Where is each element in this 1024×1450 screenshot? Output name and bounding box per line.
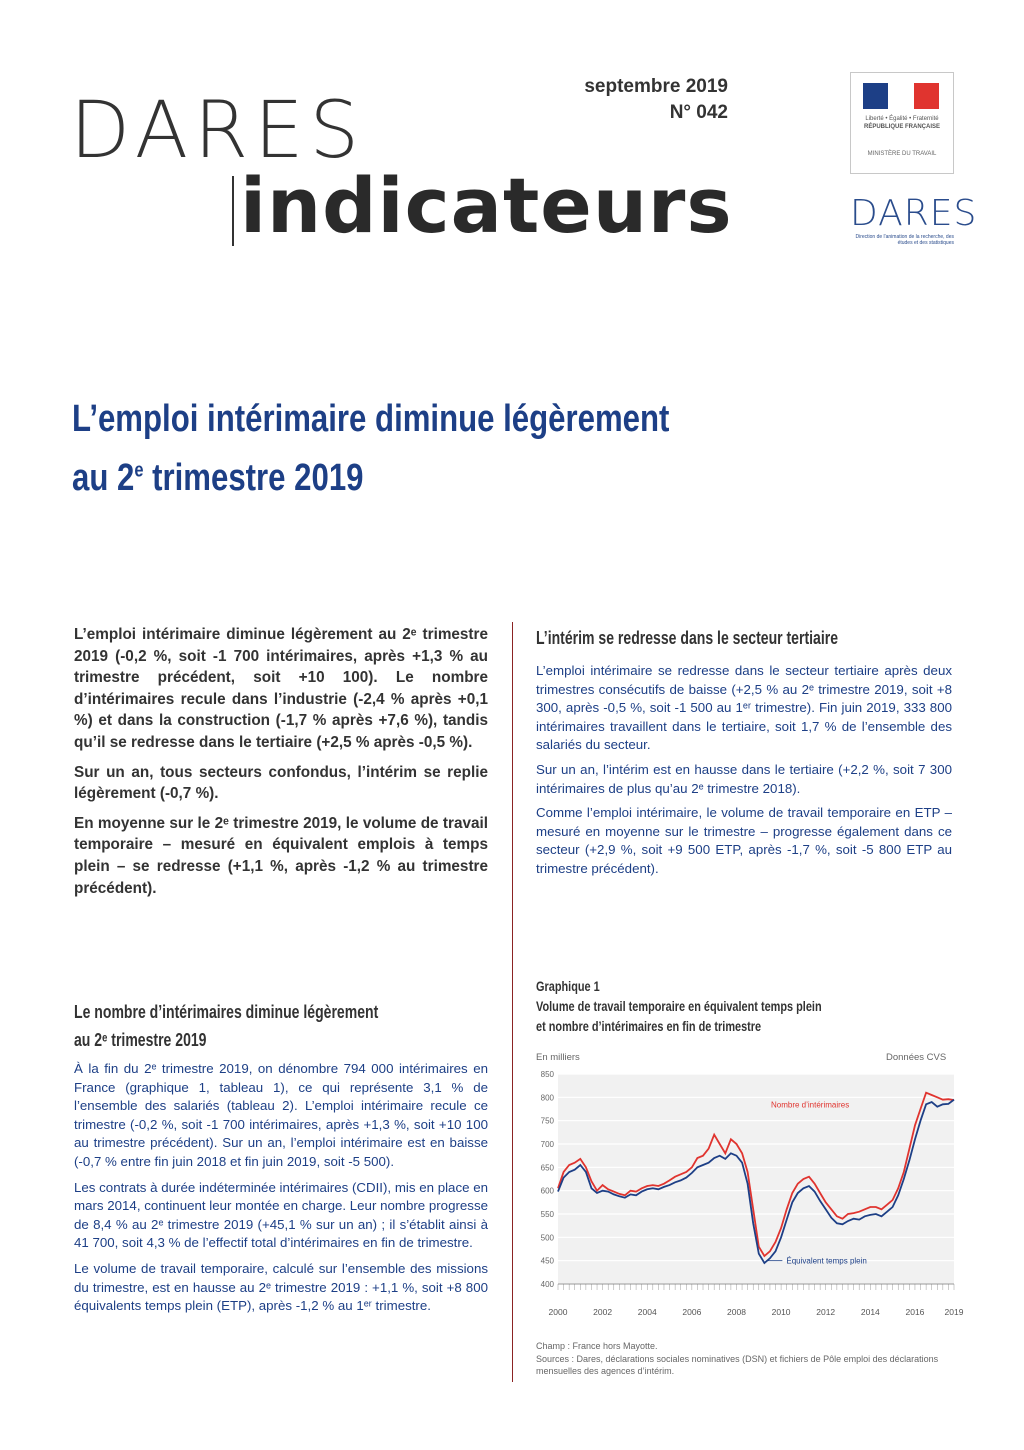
ministry-logo xyxy=(850,72,954,174)
y-tick-label: 750 xyxy=(540,1116,554,1126)
section-title-left: Le nombre d’intérimaires diminue légèrement au 2ᵉ trimestre 2019 xyxy=(74,1002,379,1050)
issue-info xyxy=(584,74,728,125)
issue-date: septembre 2019 xyxy=(584,76,728,97)
dares-wordmark: DARES xyxy=(70,86,366,176)
logo-motto: Liberté • Égalité • Fraternité RÉPUBLIQUE FRANÇAISE xyxy=(863,116,940,131)
y-tick-label: 400 xyxy=(540,1280,554,1289)
section-title-right: L’intérim se redresse dans le secteur tertiaire xyxy=(536,628,839,648)
chart-note: Données CVS xyxy=(886,1052,947,1063)
y-tick-label: 700 xyxy=(540,1140,554,1149)
page-title xyxy=(72,390,669,508)
x-tick-label: 2000 xyxy=(548,1307,568,1317)
title-line-2: au 2e trimestre 2019 xyxy=(72,456,364,499)
column-divider xyxy=(512,622,513,1382)
series-label-etp: Équivalent temps plein xyxy=(786,1256,867,1266)
title-line-1: L’emploi intérimaire diminue légèrement xyxy=(72,398,670,440)
french-flag-icon xyxy=(863,83,939,109)
body-paragraph: Comme l’emploi intérimaire, le volume de travail temporaire en ETP – mesuré en moyenne sur le trimestre – progresse également dans ce secteur (+2,9 %, soit +9 500 ETP, après -1,7 %, soit -5 800 ETP au trimestre précédent). xyxy=(536,805,952,876)
y-tick-label: 450 xyxy=(540,1256,554,1266)
y-tick-label: 650 xyxy=(540,1163,554,1173)
lead-paragraph: En moyenne sur le 2ᵉ trimestre 2019, le volume de travail temporaire – mesuré en équivalent emplois à temps plein – se redresse (+1,1 %, après -1,2 % au trimestre précédent). xyxy=(74,814,488,897)
line-chart xyxy=(536,1066,964,1330)
body-paragraph: L’emploi intérimaire se redresse dans le secteur tertiaire après deux trimestres consécutifs de baisse (+2,5 % au 2ᵉ trimestre 2019, soit +8 300, après -0,5 %, soit -1 500 au 1ᵉʳ trimestre). Fin juin 2019, 333 800 intérimaires travaillent dans le tertiaire, soit 1,7 % de l’ensemble des salariés du secteur. xyxy=(536,663,952,753)
chart-unit: En milliers xyxy=(536,1052,580,1063)
x-tick-label: 2008 xyxy=(727,1307,746,1317)
x-tick-label: 2019 xyxy=(944,1307,964,1317)
series-wordmark: indicateurs xyxy=(240,161,733,250)
body-paragraph: À la fin du 2ᵉ trimestre 2019, on dénombre 794 000 intérimaires en France (graphique 1, tableau 1), ce qui représente 3,1 % de l’ensemble des salariés (tableau 2). L’emploi intérimaire recule ce trimestre (-0,2 %, soit -1 700 intérimaires, après +1,3 %, soit +10 100 au trimestre précédent). Sur un an, l’emploi intérimaire est en baisse (-0,7 % entre fin juin 2018 et fin juin 2019, soit -5 500). xyxy=(74,1061,488,1169)
logo-ministry: MINISTÈRE DU TRAVAIL xyxy=(867,151,937,157)
left-body xyxy=(74,1060,488,1323)
y-tick-label: 850 xyxy=(540,1070,554,1079)
lead-paragraph: Sur un an, tous secteurs confondus, l’intérim se replie légèrement (-0,7 %). xyxy=(74,763,488,803)
wordmark-divider xyxy=(232,176,234,246)
right-body xyxy=(536,662,952,885)
body-paragraph: Les contrats à durée indéterminée intérimaires (CDII), mis en place en mars 2014, continuent leur montée en charge. Leur nombre progresse de 8,4 % au 2ᵉ trimestre 2019 (+45,1 % sur un an) ; il s’établit ainsi à 41 700, soit 4,3 % de l’effectif total d’intérimaires en fin de trimestre. xyxy=(74,1179,488,1251)
body-paragraph: Sur un an, l’intérim est en hausse dans le tertiaire (+2,2 %, soit 7 300 intérimaires de plus qu’au 2ᵉ trimestre 2018). xyxy=(536,761,952,796)
x-tick-label: 2014 xyxy=(860,1307,880,1317)
lead-paragraph: L’emploi intérimaire diminue légèrement au 2ᵉ trimestre 2019 (-0,2 %, soit -1 700 intérimaires, après +1,3 % au trimestre précédent, soit +10 100). Le nombre d’intérimaires recule dans l’industrie (-2,4 % après +0,1 %) et dans la construction (-1,7 % après +7,6 %), tandis qu’il se redresse dans le tertiaire (+2,5 % après -0,5 %). xyxy=(74,626,488,751)
lead-summary xyxy=(74,624,488,907)
x-tick-label: 2006 xyxy=(682,1307,702,1317)
x-tick-label: 2016 xyxy=(905,1307,925,1317)
issue-number: N° 042 xyxy=(669,101,728,123)
y-tick-label: 500 xyxy=(540,1233,554,1243)
chart-label: Graphique 1 xyxy=(536,978,600,994)
x-tick-label: 2012 xyxy=(816,1307,836,1317)
y-tick-label: 550 xyxy=(540,1210,554,1219)
plot-area xyxy=(558,1074,954,1284)
y-tick-label: 600 xyxy=(540,1186,554,1196)
dares-logo: DARES xyxy=(850,193,978,234)
y-tick-label: 800 xyxy=(540,1093,554,1103)
x-tick-label: 2004 xyxy=(637,1307,657,1317)
x-tick-label: 2010 xyxy=(771,1307,791,1317)
dares-logo-subtitle: Direction de l'animation de la recherche, des études et des statistiques xyxy=(855,234,954,246)
chart-source: Champ : France hors Mayotte. Sources : Dares, déclarations sociales nominatives (DSN) et fichiers de Pôle emploi des déclarations mensuelles des agences d’intérim. xyxy=(536,1341,939,1376)
chart-title: Graphique 1 Volume de travail temporaire en équivalent temps plein et nombre d’intérimaires en fin de trimestre xyxy=(536,978,822,1034)
body-paragraph: Le volume de travail temporaire, calculé sur l’ensemble des missions du trimestre, est en hausse au 2ᵉ trimestre 2019 : +1,1 %, soit +8 800 équivalents temps plein (ETP), après -1,2 % au 1ᵉʳ trimestre. xyxy=(74,1260,488,1314)
series-label-interimaires: Nombre d’intérimaires xyxy=(771,1100,850,1110)
x-tick-label: 2002 xyxy=(593,1307,613,1317)
